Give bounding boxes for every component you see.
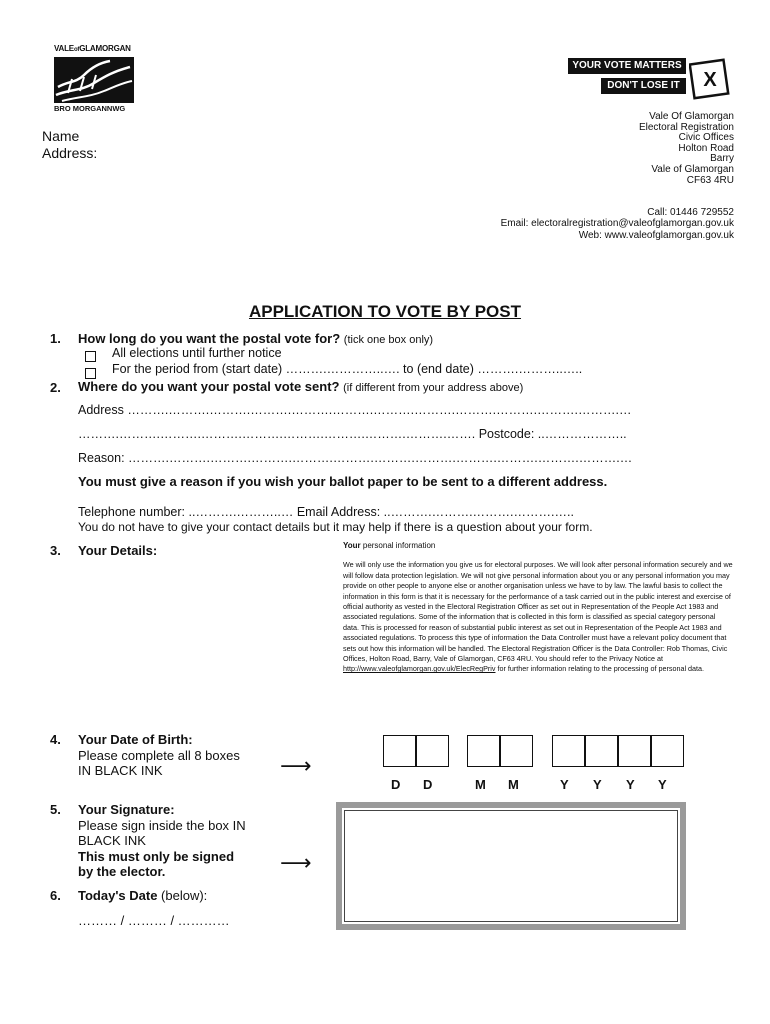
- q2-number: 2.: [50, 380, 61, 395]
- q5-number: 5.: [50, 802, 61, 817]
- council-web: Web: www.valeofglamorgan.gov.uk: [578, 229, 734, 241]
- council-address-line: Electoral Registration: [638, 121, 734, 133]
- council-address-line: Holton Road: [678, 142, 734, 154]
- elector-details: [42, 128, 97, 162]
- dob-box-year-4[interactable]: [651, 735, 684, 767]
- q1-question: How long do you want the postal vote for? (tick one box only): [78, 331, 434, 346]
- q2-question: Where do you want your postal vote sent? (if different from your address above): [78, 379, 524, 394]
- dob-box-year-1[interactable]: [552, 735, 585, 767]
- q2-reason-field[interactable]: Reason: ……….……….……….……….……….……….……….……….……….……….……….……….…: [78, 451, 633, 465]
- form-title: APPLICATION TO VOTE BY POST: [248, 302, 522, 321]
- dob-label: Y: [626, 777, 635, 792]
- council-email: Email: electoralregistration@valeofglamorgan.gov.uk: [500, 218, 734, 230]
- q4-arrow-icon: ⟶: [280, 753, 312, 778]
- privacy-notice-link[interactable]: http://www.valeofglamorgan.gov.uk/ElecRegPriv: [343, 664, 496, 674]
- q2-reason-note: You must give a reason if you wish your ballot paper to be sent to a different address.: [78, 474, 608, 489]
- council-address-line: CF63 4RU: [686, 174, 734, 186]
- dob-box-year-2[interactable]: [585, 735, 618, 767]
- banner-line-2: DON'T LOSE IT: [601, 78, 686, 94]
- council-address-line: Civic Offices: [678, 132, 734, 144]
- dob-label: D: [391, 777, 401, 792]
- q6-question: Today's Date (below):: [78, 888, 208, 903]
- council-phone: Call: 01446 729552: [647, 207, 734, 218]
- dob-label: M: [508, 777, 519, 792]
- council-address-line: Barry: [710, 153, 734, 165]
- dob-label: D: [423, 777, 433, 792]
- dob-label: Y: [593, 777, 602, 792]
- q2-address-field[interactable]: Address ……….……….……….……….……….……….……….……….……….……….……….……….…: [78, 403, 632, 417]
- logo-bottom-text: BRO MORGANNWG: [54, 104, 126, 113]
- privacy-notice: [343, 541, 733, 675]
- dob-label: Y: [560, 777, 569, 792]
- q5-arrow-icon: ⟶: [280, 850, 312, 875]
- dob-label: M: [475, 777, 486, 792]
- council-address-line: Vale Of Glamorgan: [649, 111, 734, 122]
- q2-contact-note: You do not have to give your contact details but it may help if there is a question about your form.: [78, 520, 593, 534]
- q1-number: 1.: [50, 331, 61, 346]
- council-contact: [501, 207, 734, 241]
- ballot-mark: X: [703, 69, 717, 91]
- q1-checkbox-all[interactable]: [85, 351, 96, 362]
- council-address: [639, 112, 734, 186]
- q2-address-postcode-field[interactable]: ……….……….……….……….……….……….……….……….……….……. Postcode: ..………………..: [78, 427, 627, 441]
- q1-option2-label: For the period from (start date) ……….…………..…. to (end date) ……….………..…..: [112, 362, 583, 376]
- banner-line-1: YOUR VOTE MATTERS: [568, 58, 686, 74]
- dob-box-month-1[interactable]: [467, 735, 500, 767]
- q1-option1-label: All elections until further notice: [112, 346, 282, 360]
- logo-emblem: [54, 57, 134, 103]
- dob-box-day-2[interactable]: [416, 735, 449, 767]
- address-label: Address:: [42, 145, 98, 161]
- logo-top-text: VALEofGLAMORGAN: [54, 44, 131, 53]
- name-label: Name: [42, 128, 80, 144]
- signature-box-inner[interactable]: [344, 810, 678, 922]
- council-address-line: Vale of Glamorgan: [651, 163, 734, 175]
- dob-box-day-1[interactable]: [383, 735, 416, 767]
- privacy-body: We will only use the information you give us for electoral purposes. We will look after personal information securely and we will follow data protection legislation. We will not give personal information about you or any personal information you may provide on other people to anyone else or another organisation unless we have to by law. The lawful basis to collect the information in this form is that it is necessary for the performance of a task carried out in the public interest and exercise of official authority as vested in the Electoral Registration Officer as set out in Representation of the People Act 1983 and associated regulations. Some of the information that is collected in this form is classified as special category personal data. This is processed for reason of substantial public interest as set out in Representation of the People Act 1983 and associated regulations. To process this type of information the Data Controller must have a relevant policy document that sets out how this information will be handled. The Electoral Registration Officer is the Data Controller: Rob Thomas, Civic Offices, Holton Road, Barry, Vale of Glamorgan, CF63 4RU. You should refer to the Privacy Notice at http://www.valeofglamorgan.gov.uk/ElecRegPriv for further information relating to the processing of personal data.: [343, 560, 733, 674]
- dob-box-month-2[interactable]: [500, 735, 533, 767]
- q1-checkbox-period[interactable]: [85, 368, 96, 379]
- signature-box[interactable]: [336, 802, 686, 930]
- q4-question: Your Date of Birth: Please complete all 8 boxes IN BLACK INK: [78, 732, 240, 778]
- todays-date-field[interactable]: ……… / ……… / …………: [78, 913, 230, 928]
- q5-question: Your Signature: Please sign inside the box IN BLACK INK This must only be signed by the elector.: [78, 802, 246, 879]
- ballot-box-icon: [689, 56, 734, 100]
- council-logo: [54, 44, 136, 112]
- vote-matters-banner: [568, 56, 736, 100]
- q4-number: 4.: [50, 732, 61, 747]
- q3-question: Your Details:: [78, 543, 158, 558]
- privacy-heading: Your personal information: [343, 541, 436, 550]
- dob-label: Y: [658, 777, 667, 792]
- q2-contact-fields[interactable]: Telephone number: ..……….………..… Email Address: ..……….……….……….……….…..: [78, 505, 574, 519]
- q1-option-all-elections[interactable]: [85, 349, 96, 367]
- q3-number: 3.: [50, 543, 61, 558]
- q6-number: 6.: [50, 888, 61, 903]
- dob-box-year-3[interactable]: [618, 735, 651, 767]
- logo-wave-icon: [54, 57, 134, 103]
